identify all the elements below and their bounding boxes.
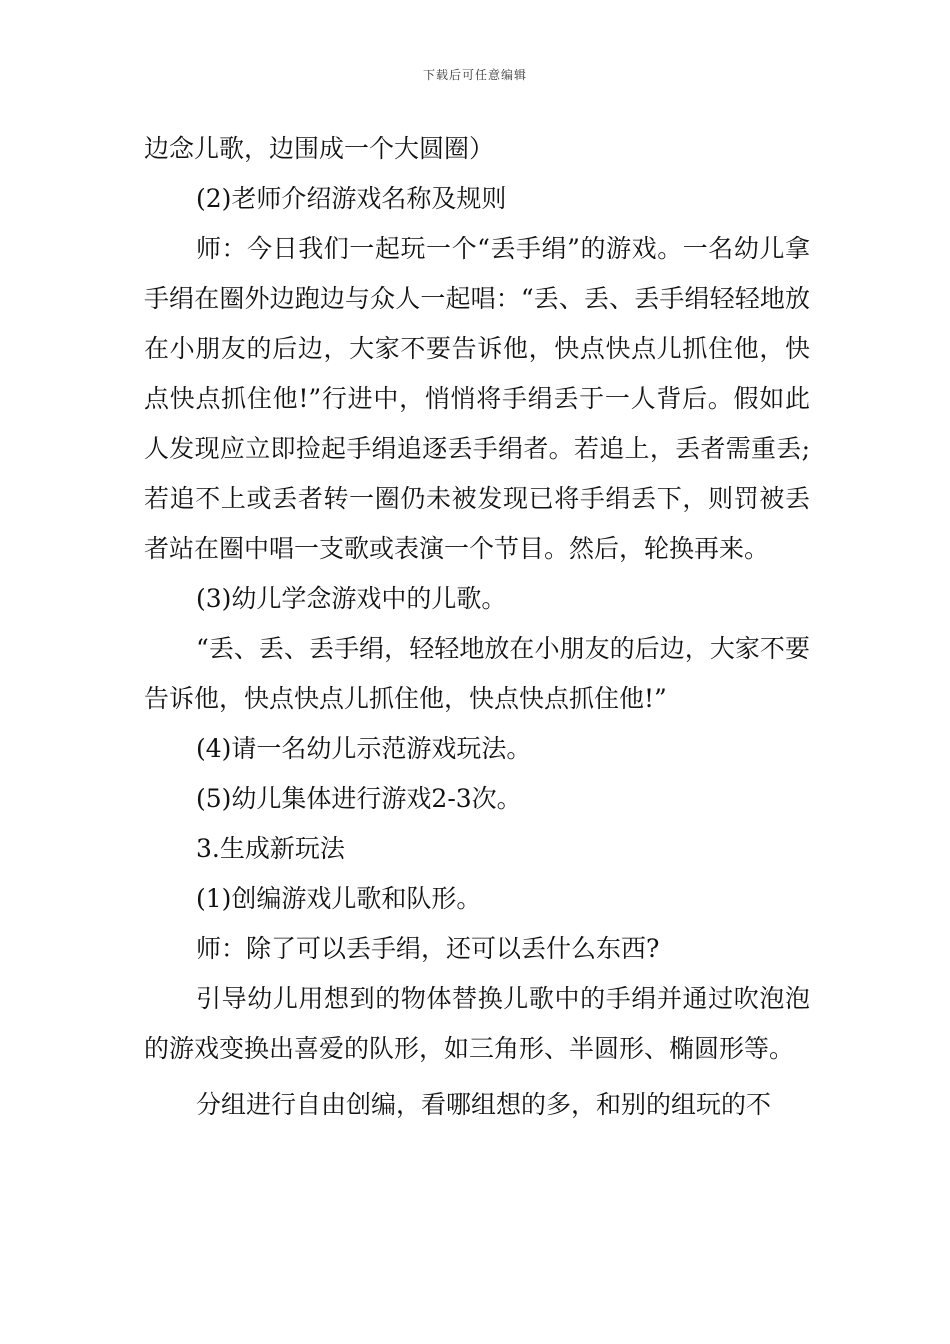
paragraph-continuation: 边念儿歌，边围成一个大圆圈）: [144, 134, 495, 163]
paragraph-teacher-intro: 师：今日我们一起玩一个“丢手绢”的游戏。一名幼儿拿手绢在圈外边跑边与众人一起唱：“丢、丢、丢手绢轻轻地放在小朋友的后边，大家不要告诉他，快点快点儿抓住他，快点快点抓住他!”行进中，悄悄将手绢丢于一人背后。假如此人发现应立即捡起手绢追逐丢手绢者。若追上，丢者需重丢;若追不上或丢者转一圈仍未被发现已将手绢丢下，则罚被丢者站在圈中唱一支歌或表演一个节目。然后，轮换再来。: [144, 234, 810, 563]
paragraph-step-3: (3)幼儿学念游戏中的儿歌。: [196, 584, 507, 613]
paragraph-step-5: (5)幼儿集体进行游戏2-3次。: [196, 784, 522, 813]
paragraph-step-1-create: (1)创编游戏儿歌和队形。: [196, 884, 482, 913]
paragraph-song-lyrics: “丢、丢、丢手绢，轻轻地放在小朋友的后边，大家不要告诉他，快点快点儿抓住他，快点快点抓住他!”: [144, 634, 810, 713]
paragraph-group-work: 分组进行自由创编，看哪组想的多，和别的组玩的不: [196, 1090, 772, 1119]
document-body: [144, 124, 810, 1130]
paragraph-step-4: (4)请一名幼儿示范游戏玩法。: [196, 734, 532, 763]
paragraph-step-2: (2)老师介绍游戏名称及规则: [196, 184, 507, 213]
section-heading-new-play: 3.生成新玩法: [196, 834, 345, 863]
paragraph-teacher-question: 师：除了可以丢手绢，还可以丢什么东西?: [196, 934, 660, 963]
paragraph-guide: 引导幼儿用想到的物体替换儿歌中的手绢并通过吹泡泡的游戏变换出喜爱的队形，如三角形、半圆形、椭圆形等。: [144, 984, 810, 1063]
page-header: 下载后可任意编辑: [422, 68, 527, 82]
